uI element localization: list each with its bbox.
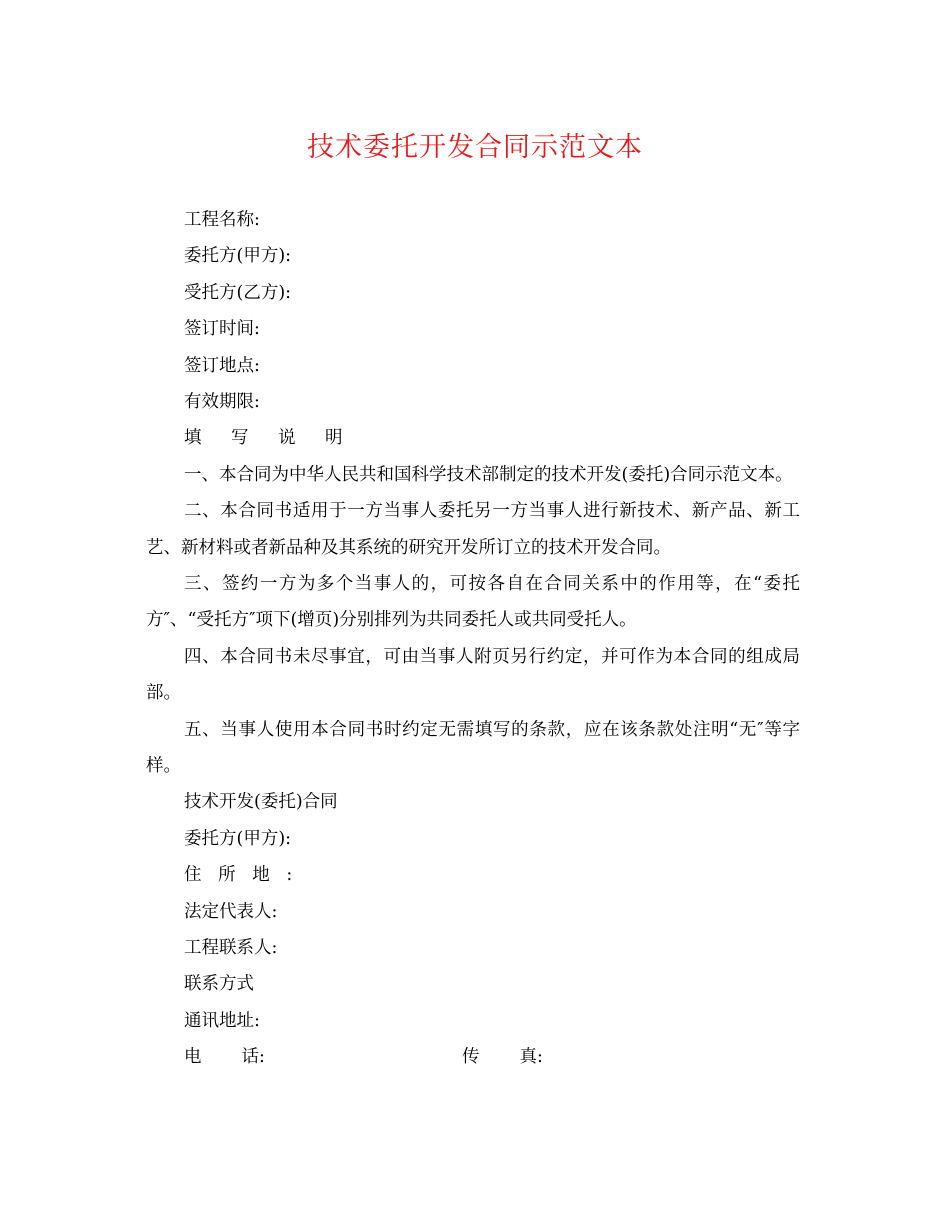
contract-mail-address-label: 通讯地址: [184,1010,260,1031]
field-signing-place: 签订地点: [184,355,260,376]
document-body [146,202,800,1076]
field-client-party: 委托方(甲方): [184,246,292,267]
contract-party-label: 委托方(甲方): [184,828,292,849]
field-contractor-party: 受托方(乙方): [184,282,292,303]
phone-char-2: 话: [241,1047,265,1068]
instruction-5: 五、当事人使用本合同书时约定无需填写的条款，应在该条款处注明“无″等字样。 [146,719,800,776]
contract-contact-person-label: 工程联系人: [184,937,278,958]
instructions-heading [146,420,800,456]
instructions-heading-text: 填 写 说 明 [184,428,349,449]
document-title: 技术委托开发合同示范文本 [307,132,643,163]
phone-char-1: 电 [184,1047,202,1068]
instruction-2: 二、本合同书适用于一方当事人委托另一方当事人进行新技术、新产品、新工艺、新材料或者新品种及其系统的研究开发所订立的技术开发合同。 [146,501,800,558]
phone-fax-row [146,1039,800,1075]
phone-label [184,1039,265,1075]
field-validity-period: 有效期限: [184,391,260,412]
instruction-4: 四、本合同书未尽事宜，可由当事人附页另行约定，并可作为本合同的组成局部。 [146,646,800,704]
fax-label [462,1039,543,1075]
fax-char-1: 传 [462,1047,480,1068]
field-project-name: 工程名称: [184,210,260,230]
field-signing-time: 签订时间: [184,319,260,340]
contract-contact-method-label: 联系方式 [184,974,254,995]
contract-representative-label: 法定代表人: [184,901,278,922]
fax-char-2: 真: [519,1047,543,1068]
contract-heading: 技术开发(委托)合同 [184,792,338,813]
instruction-1: 一、本合同为中华人民共和国科学技术部制定的技术开发(委托)合同示范文本。 [184,464,793,485]
contract-address-label: 住所地: [184,865,309,886]
instruction-3: 三、签约一方为多个当事人的，可按各自在合同关系中的作用等，在“委托方″、“受托方″项下(增页)分别排列为共同委托人或共同受托人。 [146,573,800,631]
